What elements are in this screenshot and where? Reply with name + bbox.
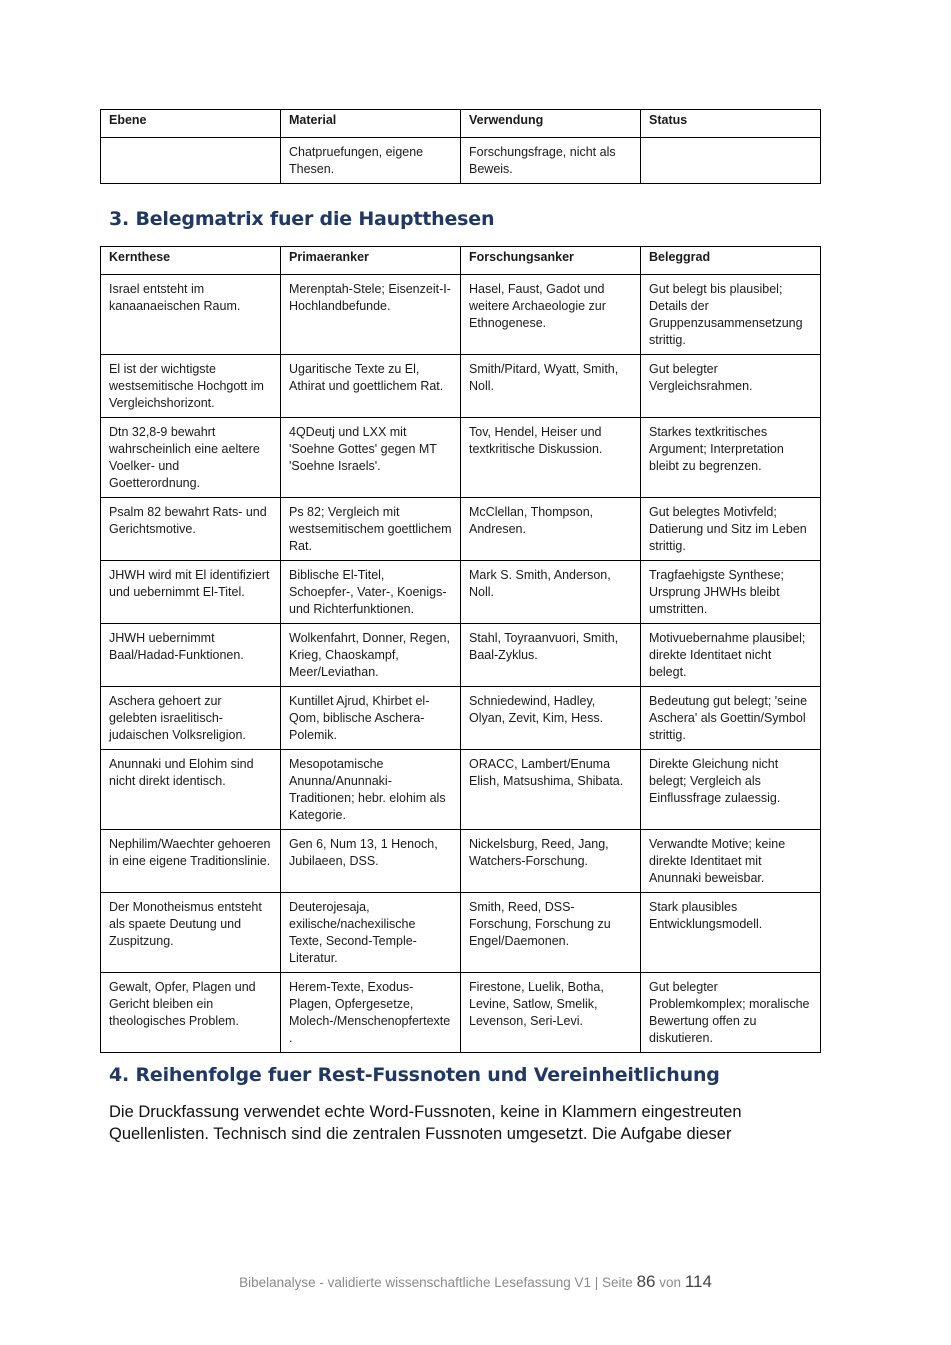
table-cell: Chatpruefungen, eigene Thesen. bbox=[281, 138, 461, 184]
column-header: Forschungsanker bbox=[461, 247, 641, 275]
column-header: Kernthese bbox=[101, 247, 281, 275]
column-header: Status bbox=[641, 110, 821, 138]
column-header: Beleggrad bbox=[641, 247, 821, 275]
sources-table bbox=[100, 109, 821, 184]
table-cell: Gut belegter Vergleichsrahmen. bbox=[641, 355, 821, 418]
table-cell bbox=[641, 138, 821, 184]
table-row bbox=[101, 893, 821, 973]
table-header-row bbox=[101, 110, 821, 138]
table-cell: Israel entsteht im kanaanaeischen Raum. bbox=[101, 275, 281, 355]
table-cell: Herem-Texte, Exodus-Plagen, Opfergesetze, Molech-/Menschenopfertexte. bbox=[281, 973, 461, 1053]
table-row bbox=[101, 275, 821, 355]
table-cell: Kuntillet Ajrud, Khirbet el-Qom, biblische Aschera-Polemik. bbox=[281, 687, 461, 750]
table-cell: Verwandte Motive; keine direkte Identitaet mit Anunnaki beweisbar. bbox=[641, 830, 821, 893]
table-row bbox=[101, 687, 821, 750]
table-cell: Der Monotheismus entsteht als spaete Deutung und Zuspitzung. bbox=[101, 893, 281, 973]
column-header: Primaeranker bbox=[281, 247, 461, 275]
table-cell: Anunnaki und Elohim sind nicht direkt identisch. bbox=[101, 750, 281, 830]
table-row bbox=[101, 355, 821, 418]
table-cell: Nickelsburg, Reed, Jang, Watchers-Forschung. bbox=[461, 830, 641, 893]
body-paragraph: Die Druckfassung verwendet echte Word-Fussnoten, keine in Klammern eingestreuten Quellenlisten. Technisch sind die zentralen Fussnoten umgesetzt. Die Aufgabe dieser bbox=[109, 1103, 742, 1143]
section-heading: 4. Reihenfolge fuer Rest-Fussnoten und Vereinheitlichung bbox=[109, 1064, 720, 1086]
table-cell: Mesopotamische Anunna/Anunnaki-Traditionen; hebr. elohim als Kategorie. bbox=[281, 750, 461, 830]
section-heading: 3. Belegmatrix fuer die Hauptthesen bbox=[109, 208, 495, 230]
footer-of-label: von bbox=[659, 1275, 682, 1290]
page-footer bbox=[0, 1272, 951, 1292]
table-cell: Gen 6, Num 13, 1 Henoch, Jubilaeen, DSS. bbox=[281, 830, 461, 893]
table-cell: Biblische El-Titel, Schoepfer-, Vater-, Koenigs- und Richterfunktionen. bbox=[281, 561, 461, 624]
column-header: Ebene bbox=[101, 110, 281, 138]
table-cell: Gut belegtes Motivfeld; Datierung und Sitz im Leben strittig. bbox=[641, 498, 821, 561]
table-row bbox=[101, 750, 821, 830]
table-row bbox=[101, 830, 821, 893]
table-cell: Stahl, Toyraanvuori, Smith, Baal-Zyklus. bbox=[461, 624, 641, 687]
table-cell: Direkte Gleichung nicht belegt; Vergleich als Einflussfrage zulaessig. bbox=[641, 750, 821, 830]
page-number: 86 bbox=[636, 1272, 656, 1291]
table-cell: Psalm 82 bewahrt Rats- und Gerichtsmotive. bbox=[101, 498, 281, 561]
table-cell: Wolkenfahrt, Donner, Regen, Krieg, Chaoskampf, Meer/Leviathan. bbox=[281, 624, 461, 687]
page-total: 114 bbox=[684, 1272, 712, 1291]
table-cell: Gut belegt bis plausibel; Details der Gruppenzusammensetzung strittig. bbox=[641, 275, 821, 355]
table-row bbox=[101, 973, 821, 1053]
table-cell: Mark S. Smith, Anderson, Noll. bbox=[461, 561, 641, 624]
table-row bbox=[101, 624, 821, 687]
table-cell: Schniedewind, Hadley, Olyan, Zevit, Kim, Hess. bbox=[461, 687, 641, 750]
column-header: Verwendung bbox=[461, 110, 641, 138]
table-row bbox=[101, 138, 821, 184]
table-cell: ORACC, Lambert/Enuma Elish, Matsushima, Shibata. bbox=[461, 750, 641, 830]
table-cell: El ist der wichtigste westsemitische Hochgott im Vergleichshorizont. bbox=[101, 355, 281, 418]
table-cell: Tov, Hendel, Heiser und textkritische Diskussion. bbox=[461, 418, 641, 498]
table-cell: Dtn 32,8-9 bewahrt wahrscheinlich eine aeltere Voelker- und Goetterordnung. bbox=[101, 418, 281, 498]
table-row bbox=[101, 498, 821, 561]
table-cell: Merenptah-Stele; Eisenzeit-I-Hochlandbefunde. bbox=[281, 275, 461, 355]
table-cell: Gewalt, Opfer, Plagen und Gericht bleiben ein theologisches Problem. bbox=[101, 973, 281, 1053]
table-row bbox=[101, 561, 821, 624]
table-cell: McClellan, Thompson, Andresen. bbox=[461, 498, 641, 561]
table-cell: Nephilim/Waechter gehoeren in eine eigene Traditionslinie. bbox=[101, 830, 281, 893]
table-cell bbox=[101, 138, 281, 184]
evidence-matrix-table bbox=[100, 246, 821, 1053]
table-cell: Forschungsfrage, nicht als Beweis. bbox=[461, 138, 641, 184]
table-cell: Deuterojesaja, exilische/nachexilische Texte, Second-Temple-Literatur. bbox=[281, 893, 461, 973]
table-cell: JHWH wird mit El identifiziert und uebernimmt El-Titel. bbox=[101, 561, 281, 624]
column-header: Material bbox=[281, 110, 461, 138]
table-cell: Ugaritische Texte zu El, Athirat und goettlichem Rat. bbox=[281, 355, 461, 418]
table-cell: Starkes textkritisches Argument; Interpretation bleibt zu begrenzen. bbox=[641, 418, 821, 498]
table-cell: 4QDeutj und LXX mit 'Soehne Gottes' gegen MT 'Soehne Israels'. bbox=[281, 418, 461, 498]
table-cell: Tragfaehigste Synthese; Ursprung JHWHs bleibt umstritten. bbox=[641, 561, 821, 624]
table-cell: Stark plausibles Entwicklungsmodell. bbox=[641, 893, 821, 973]
table-cell: Firestone, Luelik, Botha, Levine, Satlow, Smelik, Levenson, Seri-Levi. bbox=[461, 973, 641, 1053]
table-cell: Smith, Reed, DSS-Forschung, Forschung zu Engel/Daemonen. bbox=[461, 893, 641, 973]
table-cell: JHWH uebernimmt Baal/Hadad-Funktionen. bbox=[101, 624, 281, 687]
table-row bbox=[101, 418, 821, 498]
table-cell: Gut belegter Problemkomplex; moralische Bewertung offen zu diskutieren. bbox=[641, 973, 821, 1053]
table-cell: Ps 82; Vergleich mit westsemitischem goettlichem Rat. bbox=[281, 498, 461, 561]
table-header-row bbox=[101, 247, 821, 275]
table-cell: Bedeutung gut belegt; 'seine Aschera' als Goettin/Symbol strittig. bbox=[641, 687, 821, 750]
footer-text: Bibelanalyse - validierte wissenschaftliche Lesefassung V1 | Seite bbox=[239, 1275, 633, 1290]
table-cell: Smith/Pitard, Wyatt, Smith, Noll. bbox=[461, 355, 641, 418]
table-cell: Aschera gehoert zur gelebten israelitisch-judaischen Volksreligion. bbox=[101, 687, 281, 750]
table-cell: Motivuebernahme plausibel; direkte Identitaet nicht belegt. bbox=[641, 624, 821, 687]
table-cell: Hasel, Faust, Gadot und weitere Archaeologie zur Ethnogenese. bbox=[461, 275, 641, 355]
